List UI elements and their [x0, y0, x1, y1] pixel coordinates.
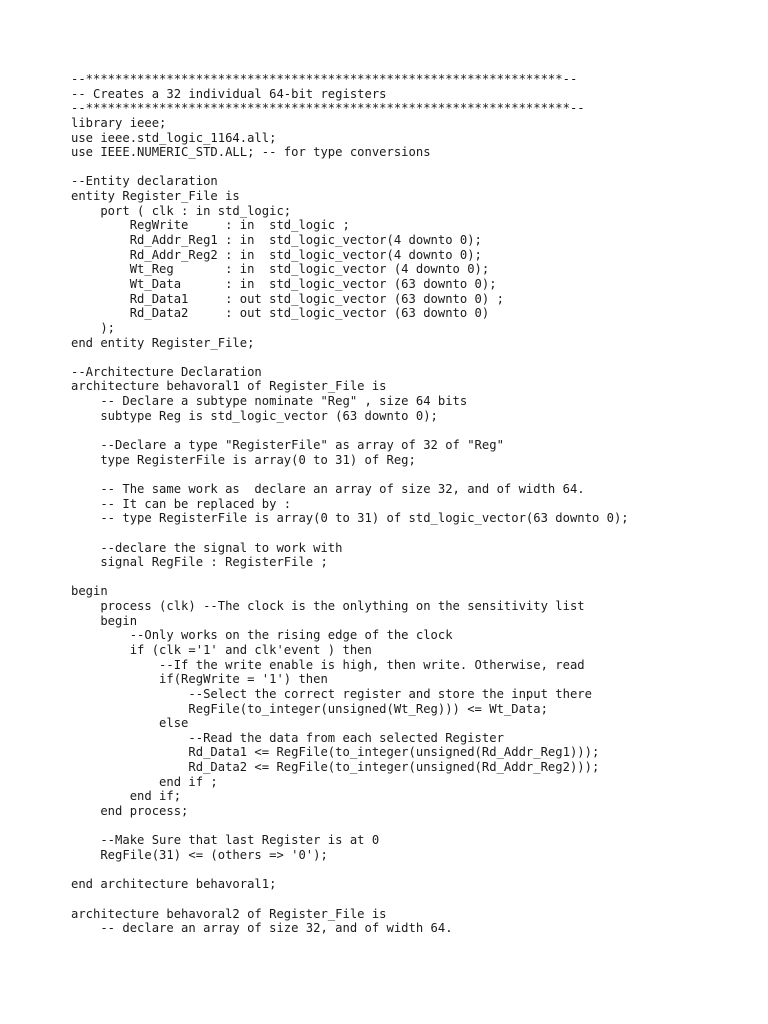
- code-line: Rd_Data1 : out std_logic_vector (63 downto 0) ;: [71, 291, 504, 306]
- code-line: RegFile(31) <= (others => '0');: [71, 847, 328, 862]
- code-line: --Entity declaration: [71, 174, 218, 189]
- code-line: [71, 350, 629, 365]
- code-line: --Make Sure that last Register is at 0: [71, 833, 380, 848]
- code-line: --*****************************************************************--: [71, 72, 578, 86]
- code-line: port ( clk : in std_logic;: [71, 203, 292, 218]
- code-line: library ieee;: [71, 115, 167, 130]
- code-line: signal RegFile : RegisterFile ;: [71, 555, 328, 570]
- code-line: Rd_Data2 <= RegFile(to_integer(unsigned(Rd_Addr_Reg2)));: [71, 760, 600, 775]
- code-line: --declare the signal to work with: [71, 540, 343, 555]
- code-line: [71, 160, 629, 175]
- code-line: );: [71, 320, 116, 335]
- code-line: use IEEE.NUMERIC_STD.ALL; -- for type conversions: [71, 145, 431, 160]
- code-line: architecture behavoral1 of Register_File is: [71, 379, 387, 394]
- code-line: Rd_Addr_Reg1 : in std_logic_vector(4 downto 0);: [71, 233, 482, 248]
- code-line: else: [71, 716, 189, 731]
- code-line: --Architecture Declaration: [71, 364, 262, 379]
- code-line: end if ;: [71, 774, 218, 789]
- code-line: -- declare an array of size 32, and of width 64.: [71, 921, 453, 936]
- code-line: -- It can be replaced by :: [71, 496, 292, 511]
- code-line: begin: [71, 613, 138, 628]
- code-line: --******************************************************************--: [71, 101, 585, 116]
- code-line: [71, 863, 629, 878]
- code-line: use ieee.std_logic_1164.all;: [71, 130, 277, 145]
- code-line: -- The same work as declare an array of size 32, and of width 64.: [71, 481, 585, 496]
- code-line: --If the write enable is high, then write. Otherwise, read: [71, 657, 585, 672]
- code-line: RegWrite : in std_logic ;: [71, 218, 350, 233]
- code-line: Wt_Data : in std_logic_vector (63 downto 0);: [71, 276, 497, 291]
- code-line: subtype Reg is std_logic_vector (63 downto 0);: [71, 408, 438, 423]
- code-listing: [71, 72, 629, 936]
- code-line: [71, 423, 629, 438]
- code-line: end entity Register_File;: [71, 335, 255, 350]
- code-line: [71, 570, 629, 585]
- code-line: entity Register_File is: [71, 189, 240, 204]
- code-line: [71, 526, 629, 541]
- code-line: --Declare a type "RegisterFile" as array of 32 of "Reg": [71, 438, 504, 453]
- code-line: RegFile(to_integer(unsigned(Wt_Reg))) <= Wt_Data;: [71, 701, 548, 716]
- code-line: --Select the correct register and store the input there: [71, 686, 592, 701]
- code-line: end process;: [71, 804, 189, 819]
- code-line: if(RegWrite = '1') then: [71, 672, 328, 687]
- code-line: type RegisterFile is array(0 to 31) of Reg;: [71, 452, 416, 467]
- code-line: --Only works on the rising edge of the clock: [71, 628, 453, 643]
- code-line: [71, 892, 629, 907]
- code-line: -- Declare a subtype nominate "Reg" , size 64 bits: [71, 394, 468, 409]
- code-line: end architecture behavoral1;: [71, 877, 277, 892]
- code-line: architecture behavoral2 of Register_File is: [71, 906, 387, 921]
- code-line: end if;: [71, 789, 182, 804]
- code-line: -- type RegisterFile is array(0 to 31) of std_logic_vector(63 downto 0);: [71, 511, 629, 526]
- code-line: Rd_Data1 <= RegFile(to_integer(unsigned(Rd_Addr_Reg1)));: [71, 745, 600, 760]
- code-line: if (clk ='1' and clk'event ) then: [71, 642, 372, 657]
- code-line: Rd_Data2 : out std_logic_vector (63 downto 0): [71, 306, 490, 321]
- code-line: --Read the data from each selected Register: [71, 730, 504, 745]
- code-line: process (clk) --The clock is the onlything on the sensitivity list: [71, 599, 585, 614]
- code-line: Rd_Addr_Reg2 : in std_logic_vector(4 downto 0);: [71, 247, 482, 262]
- code-line: [71, 467, 629, 482]
- code-line: Wt_Reg : in std_logic_vector (4 downto 0);: [71, 262, 490, 277]
- code-line: [71, 819, 629, 834]
- code-line: begin: [71, 584, 108, 599]
- code-line: -- Creates a 32 individual 64-bit registers: [71, 86, 387, 101]
